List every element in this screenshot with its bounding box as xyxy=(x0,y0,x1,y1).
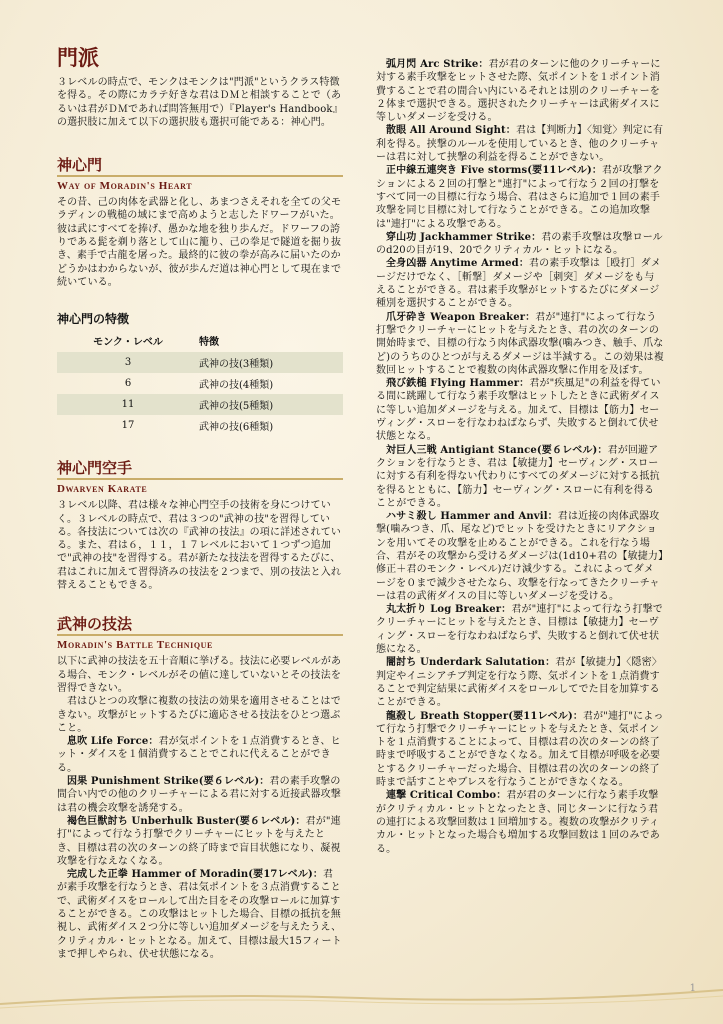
section-title-school: 門派 xyxy=(57,46,99,70)
technique-desc: 君が君のターンに行なう素手攻撃がクリティカル・ヒットとなったとき、同じターンに行なう君の連打による攻撃回数は１回増加する。複数の攻撃がクリティカル・ヒットとなった場合も増加する攻撃回数は１回のみである。 xyxy=(376,790,660,855)
technique-desc: 君が攻撃アクションによる２回の打撃と"連打"によって行なう２回の打撃をすべて同一の目標に行なう場合、君はさらに追加で１回の素手攻撃を同じ目標に対して行なうことができる。この追加攻撃は"連打"による攻撃である。 xyxy=(376,165,663,230)
technique-desc: 君の素手攻撃の間合い内での他のクリーチャーによる君に対する近接武器攻撃は君の機会攻撃を誘発する。 xyxy=(57,776,341,814)
technique-entry xyxy=(376,510,664,603)
technique-desc: 君が"連打"によって行なう打撃でクリーチャーにヒットを与えたとき、気ポイントを１点消費することによって、目標は君の次のターンの終了時まで呼吸することができなくなる。加えて目標が呼吸を必要とするクリーチャーだった場合、目標は君の次のターンの終了時まで話すことやブレスを行なうことができなくなる。 xyxy=(376,710,664,789)
technique-entry xyxy=(57,775,343,815)
technique-name: 丸太折り Log Breaker： xyxy=(386,604,512,616)
table-cell-feature: 武神の技(6種類) xyxy=(199,422,274,434)
technique-desc: 君は近接の肉体武器攻撃(噛みつき、爪、尾など)でヒットを受けたときにリアクションを用いてその攻撃を止めることができる。これを行なう場合、君がその攻撃から受けるダメージは(1d10+君の【敏捷力】修正＋君のモンク・レベル)だけ減少する。これによってダメージを０まで減少させたなら、攻撃を行なってきたクリーチャーは君の武術ダイスの目に等しいダメージを受ける。 xyxy=(376,511,664,602)
table-header-level: モンク・レベル xyxy=(93,337,163,349)
table-cell-level: 3 xyxy=(57,352,199,373)
technique-entry xyxy=(376,257,664,310)
table-header-row xyxy=(57,331,343,352)
technique-entry xyxy=(376,164,664,230)
technique-intro: 以下に武神の技法を五十音順に挙げる。技法に必要レベルがある場合、モンク・レベルがその値に達していないとその技法を習得できない。 xyxy=(57,656,342,694)
technique-desc: 君が"連打"によって行なう打撃でクリーチャーにヒットを与えたとき、目標は【敏捷力】セーヴィング・スローを行なわねばならず、失敗すると倒れて伏せ状態になる。 xyxy=(376,604,663,656)
section-title-karate: 神心門空手 xyxy=(57,459,133,478)
technique-name: 龍殺し Breath Stopper(要11レベル)： xyxy=(386,710,583,722)
technique-entry xyxy=(57,868,343,961)
technique-entry xyxy=(376,377,664,443)
table-cell-level: 6 xyxy=(124,378,132,390)
table-cell-level: 17 xyxy=(121,420,135,432)
right-column xyxy=(376,58,664,856)
section-text-way: その昔、己の肉体を武器と化し、あまつさえそれを全ての父モラディンの戦槌の域にまで高めようと志したドワーフがいた。彼は武にすべてを捧げ、愚かな地を独り歩んだ。ドワーフの誇りである髭を剃り落として山に籠り、己の拳足で隧道を掘り抜き、素手で古龍を屠った。最終的に彼の拳が高みに届いたのかどうかはわからないが、彼が歩んだ道は神心門として現在まで続いている。 xyxy=(57,197,342,288)
technique-entry xyxy=(57,815,343,868)
heading-rule xyxy=(57,634,343,636)
section-subtitle-technique: Moradin's Battle Technique xyxy=(57,639,213,652)
technique-entry xyxy=(376,311,664,377)
technique-name: 完成した正拳 Hammer of Moradin(要17レベル)： xyxy=(67,869,324,881)
technique-name: 闇討ち Underdark Salutation： xyxy=(386,657,556,669)
page-number: 1 xyxy=(689,983,696,994)
technique-name: 息吹 Life Force： xyxy=(67,736,159,748)
technique-desc: 君が"連打"によって行なう打撃でクリーチャーにヒットを与えたとき、君の次のターンの開始時まで、目標の行なう肉体武器攻撃(噛みつき、触手、爪など)のうちのひとつが与えるダメージは半減する。この効果は複数回ヒットすることで複数の肉体武器攻撃に作用を及ぼす。 xyxy=(376,311,664,376)
footer-ornament xyxy=(0,984,723,1010)
technique-name: 対巨人三戦 Antigiant Stance(要６レベル)： xyxy=(386,444,608,456)
section-subtitle-way: Way of Moradin's Heart xyxy=(57,180,193,193)
technique-name: 散眼 All Around Sight： xyxy=(386,125,516,137)
section-text-school: ３レベルの時点で、モンクはモンクは"門派"というクラス特徴を得る。その際にカラテ好きな君はＤＭと相談することで（あるいは君がＤＭであれば問答無用で）『Player's Handbook』の選択肢に加えて以下の選択肢も選択可能である：神心門。 xyxy=(57,77,343,128)
section-subtitle-karate: Dwarven Karate xyxy=(57,483,148,496)
technique-entry xyxy=(376,58,664,124)
section-title-way: 神心門 xyxy=(57,156,103,175)
technique-name: 穿山功 Jackhammer Strike： xyxy=(386,231,542,243)
technique-name: 飛び鉄槌 Flying Hammer： xyxy=(386,378,530,390)
heading-rule xyxy=(57,478,343,480)
technique-name: 褐色巨獣討ち Unberhulk Buster(要６レベル)： xyxy=(67,815,306,827)
table-cell-feature: 武神の技(3種類) xyxy=(199,352,343,373)
technique-rule: 君はひとつの攻撃に複数の技法の効果を適用させることはできない。攻撃がヒットするたびに適応させる技法をひとつ選ぶこと。 xyxy=(57,696,341,734)
technique-entry xyxy=(376,124,664,164)
technique-entry xyxy=(376,656,664,709)
technique-name: 連撃 Critical Combo： xyxy=(386,790,507,802)
table-row xyxy=(57,415,343,436)
features-table xyxy=(57,331,343,436)
table-cell-feature: 武神の技(4種類) xyxy=(199,380,274,392)
technique-name: 全身凶器 Anytime Armed： xyxy=(386,258,529,270)
technique-entry xyxy=(57,735,343,775)
technique-name: 因果 Punishment Strike(要６レベル)： xyxy=(67,776,270,788)
table-header-feature: 特徴 xyxy=(199,337,219,349)
heading-rule xyxy=(57,175,343,177)
technique-name: 爪牙砕き Weapon Breaker： xyxy=(386,311,536,323)
technique-name: ハサミ殺し Hammer and Anvil： xyxy=(386,511,558,523)
technique-name: 弧月閃 Arc Strike： xyxy=(386,59,489,70)
section-title-technique: 武神の技法 xyxy=(57,615,133,634)
table-row xyxy=(57,352,343,373)
technique-desc: 君が【敏捷力】〈隠密〉判定やイニシアチブ判定を行なう際、気ポイントを１点消費することで判定結果に武術ダイスをロールしてでた目を加算することができる。 xyxy=(376,657,662,709)
technique-desc: 君の素手攻撃は［殴打］ダメージだけでなく、［斬撃］ダメージや［刺突］ダメージをも与えることができる。君は素手攻撃がヒットするたびにダメージ種別を選択することができる。 xyxy=(376,258,661,310)
table-cell-feature: 武神の技(5種類) xyxy=(199,394,343,415)
table-cell-level: 11 xyxy=(57,394,199,415)
technique-name: 正中線五連突き Five storms(要11レベル)： xyxy=(386,165,603,177)
technique-entry xyxy=(376,444,664,510)
technique-desc: 君が気ポイントを１点消費するとき、ヒット・ダイスを１個消費することでこれに代えることができる。 xyxy=(57,736,341,774)
technique-desc: 君は【判断力】〈知覚〉判定に有利を得る。挟撃のルールを使用しているとき、他のクリーチャーは君に対して挟撃の利益を得ることができない。 xyxy=(376,125,664,164)
technique-desc: 君が君のターンに他のクリーチャーに対する素手攻撃をヒットさせた際、気ポイントを１ポイント消費することで君の間合い内にいるそれとは別のクリーチャーを２体まで選択できる。選択されたクリーチャーは武術ダイスに等しいダメージを受ける。 xyxy=(376,59,661,124)
technique-desc: 君が回避アクションを行なうとき、君は【敏捷力】セーヴィング・スローに対する有利を得ない代わりにすべてのダメージに対する抵抗を得るとともに、【筋力】セーヴィング・スローに有利を得ることができる。 xyxy=(376,444,660,509)
features-table-title: 神心門の特徴 xyxy=(57,312,130,327)
technique-desc: 君が素手攻撃を行なうとき、君は気ポイントを３点消費することで、武術ダイスをロールして出た目をその攻撃ロールに加算することができる。この攻撃はヒットした場合、目標の抵抗を無視し、武術ダイス２つ分に等しい追加ダメージを与えたうえ、クリティカル・ヒットとなる。加えて、目標は最大15フィートまで押しやられ、伏せ状態になる。 xyxy=(57,869,342,960)
technique-desc: 君が"連打"によって行なう打撃でクリーチャーにヒットを与えたとき、目標は君の次のターンの終了時まで盲目状態になり、凝視攻撃を行なえなくなる。 xyxy=(57,815,341,867)
technique-desc: 君が"疾風足"の利益を得ている間に跳躍して行なう素手攻撃はヒットしたときに武術ダイスに等しい追加ダメージを与える。加えて、目標は【筋力】セーヴィング・スローを行なわねばならず、失敗すると倒れて伏せ状態となる。 xyxy=(376,378,661,443)
technique-entry xyxy=(376,710,664,790)
technique-entry xyxy=(376,603,664,656)
section-text-karate: ３レベル以降、君は様々な神心門空手の技術を身につけていく。３レベルの時点で、君は３つの"武神の技"を習得している。各技法については次の『武神の技法』の項に詳述されている。また、君は６，１１，１７レベルにおいて１つずつ追加で"武神の技"を習得する。君が新たな技法を習得するたびに、君はこれに加えて習得済みの技法を２つまで、別の技法と入れ替えることもできる。 xyxy=(57,500,341,592)
technique-desc: 君の素手攻撃は攻撃ロールのd20の目が19、20でクリティカル・ヒットになる。 xyxy=(376,231,663,257)
table-row xyxy=(57,373,343,394)
technique-entry xyxy=(376,231,664,258)
left-column xyxy=(57,44,343,961)
technique-entry xyxy=(376,789,664,855)
table-row xyxy=(57,394,343,415)
